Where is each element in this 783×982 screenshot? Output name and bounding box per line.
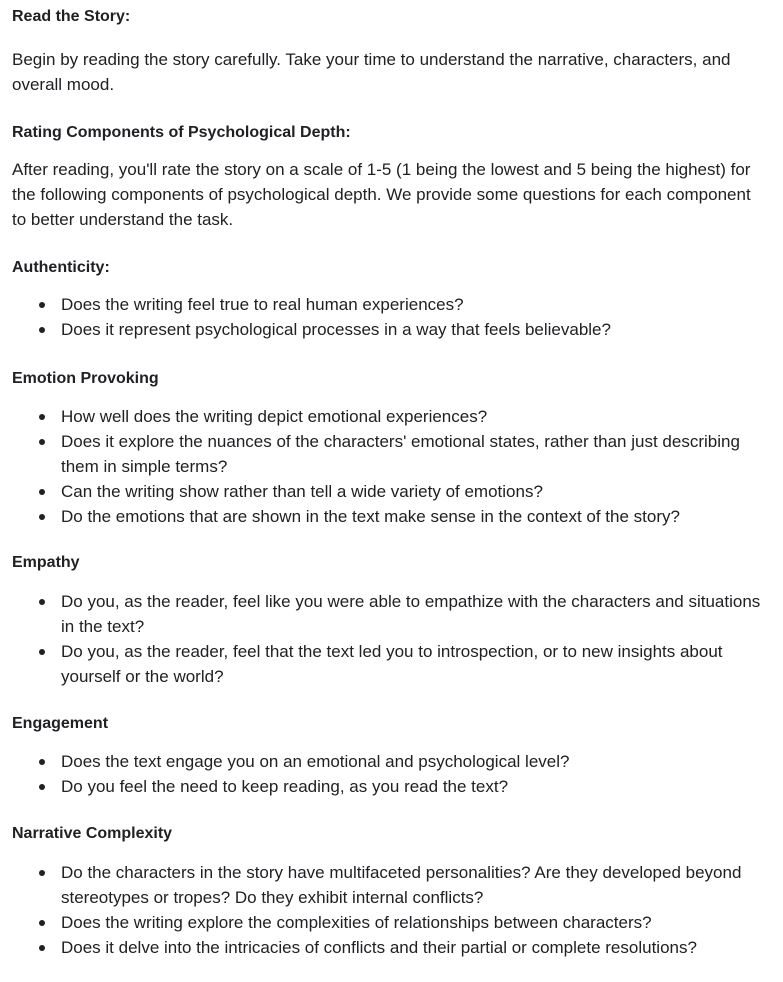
list-empathy	[12, 589, 775, 689]
paragraph-rating-components: After reading, you'll rate the story on a scale of 1-5 (1 being the lowest and 5 being the highest) for the following components of psychological depth. We provide some questions for each component to better understand the task.	[12, 160, 751, 229]
list-item: Can the writing show rather than tell a wide variety of emotions?	[61, 479, 775, 504]
list-item: Does it delve into the intricacies of conflicts and their partial or complete resolutions?	[61, 935, 775, 960]
heading-authenticity: Authenticity:	[12, 259, 110, 276]
list-item: Does it explore the nuances of the characters' emotional states, rather than just describing them in simple terms?	[61, 429, 775, 479]
list-item: How well does the writing depict emotional experiences?	[61, 404, 775, 429]
heading-engagement: Engagement	[12, 715, 109, 732]
heading-narrative-complexity: Narrative Complexity	[12, 825, 173, 842]
list-item: Does it represent psychological processes in a way that feels believable?	[61, 317, 775, 342]
list-item: Do the characters in the story have multifaceted personalities? Are they developed beyond stereotypes or tropes? Do they exhibit internal conflicts?	[61, 860, 775, 910]
list-item: Does the writing feel true to real human experiences?	[61, 292, 775, 317]
heading-read-the-story: Read the Story:	[12, 8, 131, 25]
list-item: Do the emotions that are shown in the text make sense in the context of the story?	[61, 504, 775, 529]
list-item: Do you feel the need to keep reading, as you read the text?	[61, 774, 775, 799]
heading-rating-components: Rating Components of Psychological Depth:	[12, 124, 351, 141]
list-emotion-provoking	[12, 404, 775, 529]
paragraph-read-the-story: Begin by reading the story carefully. Take your time to understand the narrative, characters, and overall mood.	[12, 50, 731, 94]
list-item: Do you, as the reader, feel like you were able to empathize with the characters and situations in the text?	[61, 589, 775, 639]
list-item: Does the writing explore the complexities of relationships between characters?	[61, 910, 775, 935]
list-narrative-complexity	[12, 860, 775, 960]
heading-empathy: Empathy	[12, 554, 80, 571]
list-authenticity	[12, 292, 775, 342]
heading-emotion-provoking: Emotion Provoking	[12, 370, 159, 387]
list-item: Does the text engage you on an emotional and psychological level?	[61, 749, 775, 774]
list-item: Do you, as the reader, feel that the text led you to introspection, or to new insights about yourself or the world?	[61, 639, 775, 689]
list-engagement	[12, 749, 775, 799]
